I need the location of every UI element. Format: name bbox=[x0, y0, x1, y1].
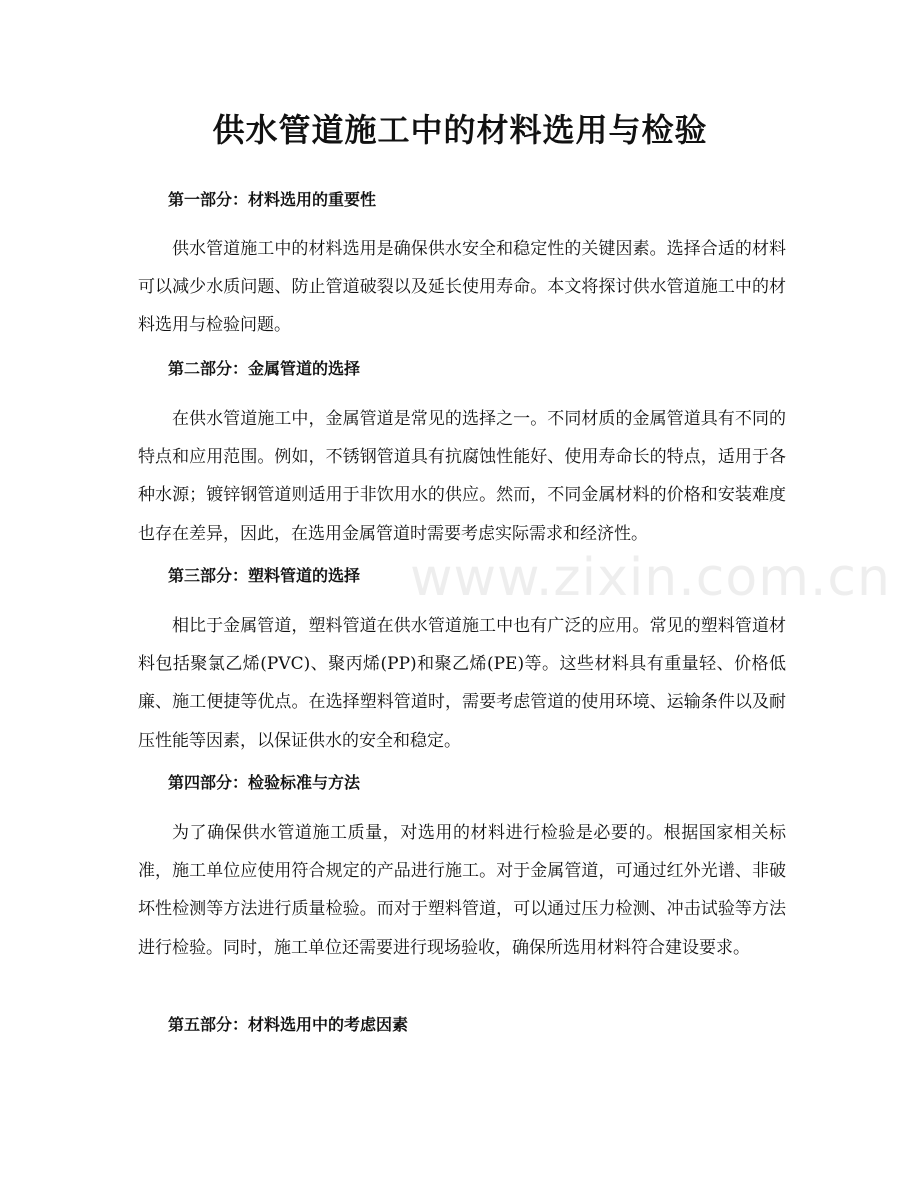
section-paragraph-2: 在供水管道施工中，金属管道是常见的选择之一。不同材质的金属管道具有不同的特点和应用范围。例如，不锈钢管道具有抗腐蚀性能好、使用寿命长的特点，适用于各种水源；镀锌钢管道则适用于非饮用水的供应。然而，不同金属材料的价格和安装难度也存在差异，因此，在选用金属管道时需要考虑实际需求和经济性。 bbox=[138, 409, 786, 544]
section-paragraph-1: 供水管道施工中的材料选用是确保供水安全和稳定性的关键因素。选择合适的材料可以减少水质问题、防止管道破裂以及延长使用寿命。本文将探讨供水管道施工中的材料选用与检验问题。 bbox=[138, 239, 786, 336]
section-paragraph-3: 相比于金属管道，塑料管道在供水管道施工中也有广泛的应用。常见的塑料管道材料包括聚氯乙烯(PVC)、聚丙烯(PP)和聚乙烯(PE)等。这些材料具有重量轻、价格低廉、施工便捷等优点。在选择塑料管道时，需要考虑管道的使用环境、运输条件以及耐压性能等因素，以保证供水的安全和稳定。 bbox=[138, 616, 786, 751]
section-heading-4: 第四部分：检验标准与方法 bbox=[168, 773, 361, 792]
section-heading-2: 第二部分：金属管道的选择 bbox=[168, 359, 361, 378]
section-heading-1: 第一部分：材料选用的重要性 bbox=[168, 190, 377, 209]
section-heading-3: 第三部分：塑料管道的选择 bbox=[168, 566, 361, 585]
section-heading-5: 第五部分：材料选用中的考虑因素 bbox=[168, 1015, 409, 1034]
watermark: www.zixin.com.cn bbox=[410, 548, 891, 608]
document-title: 供水管道施工中的材料选用与检验 bbox=[212, 111, 708, 149]
section-paragraph-4: 为了确保供水管道施工质量，对选用的材料进行检验是必要的。根据国家相关标准，施工单位应使用符合规定的产品进行施工。对于金属管道，可通过红外光谱、非破坏性检测等方法进行质量检验。而对于塑料管道，可以通过压力检测、冲击试验等方法进行检验。同时，施工单位还需要进行现场验收，确保所选用材料符合建设要求。 bbox=[138, 823, 786, 958]
